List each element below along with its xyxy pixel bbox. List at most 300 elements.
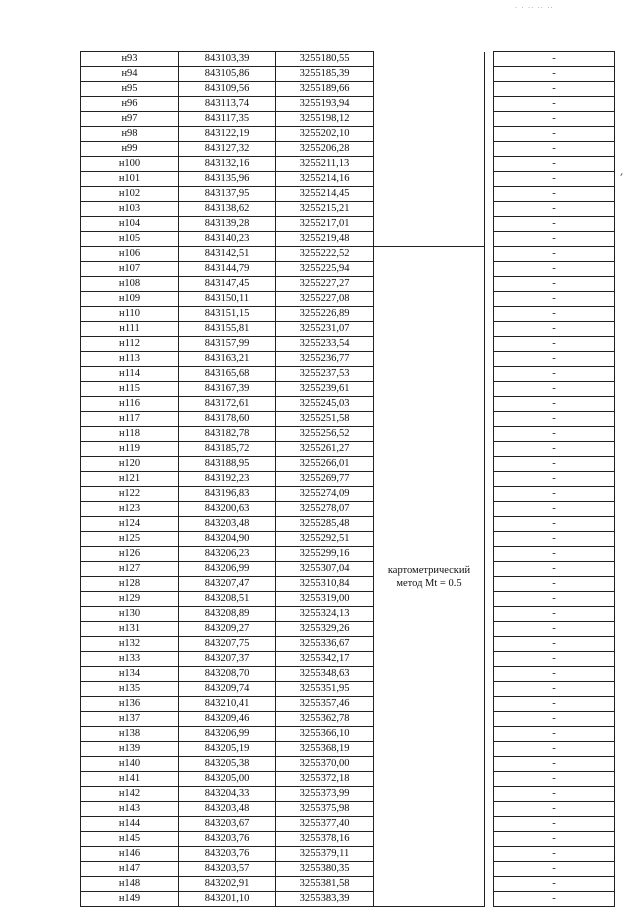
point-cell: н148 bbox=[81, 877, 179, 892]
table-row bbox=[81, 652, 615, 667]
point-cell: н97 bbox=[81, 112, 179, 127]
x-coordinate-cell: 843127,32 bbox=[179, 142, 276, 157]
spacer-cell bbox=[485, 892, 494, 907]
point-cell: н103 bbox=[81, 202, 179, 217]
spacer-cell bbox=[485, 247, 494, 262]
y-coordinate-cell: 3255269,77 bbox=[276, 472, 374, 487]
table-row bbox=[81, 847, 615, 862]
spacer-cell bbox=[485, 292, 494, 307]
y-coordinate-cell: 3255370,00 bbox=[276, 757, 374, 772]
spacer-cell bbox=[485, 637, 494, 652]
point-cell: н111 bbox=[81, 322, 179, 337]
y-coordinate-cell: 3255214,16 bbox=[276, 172, 374, 187]
spacer-cell bbox=[485, 97, 494, 112]
x-coordinate-cell: 843165,68 bbox=[179, 367, 276, 382]
y-coordinate-cell: 3255266,01 bbox=[276, 457, 374, 472]
y-coordinate-cell: 3255189,66 bbox=[276, 82, 374, 97]
table-row bbox=[81, 637, 615, 652]
method-cell-upper bbox=[374, 142, 485, 157]
accuracy-cell: - bbox=[494, 457, 615, 472]
y-coordinate-cell: 3255236,77 bbox=[276, 352, 374, 367]
point-cell: н126 bbox=[81, 547, 179, 562]
point-cell: н118 bbox=[81, 427, 179, 442]
method-cell-upper bbox=[374, 97, 485, 112]
x-coordinate-cell: 843203,57 bbox=[179, 862, 276, 877]
spacer-cell bbox=[485, 187, 494, 202]
accuracy-cell: - bbox=[494, 97, 615, 112]
spacer-cell bbox=[485, 877, 494, 892]
accuracy-cell: - bbox=[494, 307, 615, 322]
point-cell: н129 bbox=[81, 592, 179, 607]
table-row bbox=[81, 772, 615, 787]
x-coordinate-cell: 843163,21 bbox=[179, 352, 276, 367]
point-cell: н133 bbox=[81, 652, 179, 667]
table-row bbox=[81, 517, 615, 532]
table-row bbox=[81, 217, 615, 232]
y-coordinate-cell: 3255324,13 bbox=[276, 607, 374, 622]
y-coordinate-cell: 3255310,84 bbox=[276, 577, 374, 592]
spacer-cell bbox=[485, 862, 494, 877]
accuracy-cell: - bbox=[494, 367, 615, 382]
y-coordinate-cell: 3255198,12 bbox=[276, 112, 374, 127]
table-row bbox=[81, 127, 615, 142]
x-coordinate-cell: 843122,19 bbox=[179, 127, 276, 142]
table-row bbox=[81, 412, 615, 427]
x-coordinate-cell: 843200,63 bbox=[179, 502, 276, 517]
method-label: картометрический метод Mt = 0.5 bbox=[387, 564, 471, 589]
accuracy-cell: - bbox=[494, 787, 615, 802]
table-row bbox=[81, 727, 615, 742]
method-cell-upper bbox=[374, 82, 485, 97]
y-coordinate-cell: 3255227,27 bbox=[276, 277, 374, 292]
point-cell: н109 bbox=[81, 292, 179, 307]
spacer-cell bbox=[485, 622, 494, 637]
x-coordinate-cell: 843137,95 bbox=[179, 187, 276, 202]
y-coordinate-cell: 3255226,89 bbox=[276, 307, 374, 322]
spacer-cell bbox=[485, 82, 494, 97]
x-coordinate-cell: 843182,78 bbox=[179, 427, 276, 442]
y-coordinate-cell: 3255219,48 bbox=[276, 232, 374, 247]
y-coordinate-cell: 3255368,19 bbox=[276, 742, 374, 757]
y-coordinate-cell: 3255375,98 bbox=[276, 802, 374, 817]
table-row bbox=[81, 682, 615, 697]
y-coordinate-cell: 3255231,07 bbox=[276, 322, 374, 337]
point-cell: н121 bbox=[81, 472, 179, 487]
x-coordinate-cell: 843109,56 bbox=[179, 82, 276, 97]
accuracy-cell: - bbox=[494, 622, 615, 637]
table-row bbox=[81, 862, 615, 877]
spacer-cell bbox=[485, 832, 494, 847]
point-cell: н145 bbox=[81, 832, 179, 847]
spacer-cell bbox=[485, 517, 494, 532]
table-row bbox=[81, 292, 615, 307]
spacer-cell bbox=[485, 232, 494, 247]
table-row bbox=[81, 277, 615, 292]
y-coordinate-cell: 3255319,00 bbox=[276, 592, 374, 607]
accuracy-cell: - bbox=[494, 172, 615, 187]
spacer-cell bbox=[485, 652, 494, 667]
table-row bbox=[81, 142, 615, 157]
scan-header-mark: · · ·· ·· ·· bbox=[515, 4, 554, 12]
table-row bbox=[81, 757, 615, 772]
spacer-cell bbox=[485, 712, 494, 727]
accuracy-cell: - bbox=[494, 502, 615, 517]
spacer-cell bbox=[485, 727, 494, 742]
point-cell: н142 bbox=[81, 787, 179, 802]
accuracy-cell: - bbox=[494, 757, 615, 772]
spacer-cell bbox=[485, 457, 494, 472]
point-cell: н108 bbox=[81, 277, 179, 292]
y-coordinate-cell: 3255233,54 bbox=[276, 337, 374, 352]
accuracy-cell: - bbox=[494, 82, 615, 97]
point-cell: н106 bbox=[81, 247, 179, 262]
table-row bbox=[81, 232, 615, 247]
accuracy-cell: - bbox=[494, 667, 615, 682]
accuracy-cell: - bbox=[494, 202, 615, 217]
y-coordinate-cell: 3255381,58 bbox=[276, 877, 374, 892]
accuracy-cell: - bbox=[494, 742, 615, 757]
table-row bbox=[81, 457, 615, 472]
y-coordinate-cell: 3255299,16 bbox=[276, 547, 374, 562]
point-cell: н141 bbox=[81, 772, 179, 787]
accuracy-cell: - bbox=[494, 637, 615, 652]
point-cell: н100 bbox=[81, 157, 179, 172]
point-cell: н114 bbox=[81, 367, 179, 382]
accuracy-cell: - bbox=[494, 217, 615, 232]
table-row bbox=[81, 202, 615, 217]
table-row bbox=[81, 667, 615, 682]
table-row bbox=[81, 877, 615, 892]
y-coordinate-cell: 3255348,63 bbox=[276, 667, 374, 682]
y-coordinate-cell: 3255225,94 bbox=[276, 262, 374, 277]
spacer-cell bbox=[485, 127, 494, 142]
accuracy-cell: - bbox=[494, 352, 615, 367]
accuracy-cell: - bbox=[494, 547, 615, 562]
spacer-cell bbox=[485, 367, 494, 382]
accuracy-cell: - bbox=[494, 247, 615, 262]
table-row bbox=[81, 787, 615, 802]
accuracy-cell: - bbox=[494, 322, 615, 337]
accuracy-cell: - bbox=[494, 157, 615, 172]
point-cell: н119 bbox=[81, 442, 179, 457]
spacer-cell bbox=[485, 847, 494, 862]
accuracy-cell: - bbox=[494, 427, 615, 442]
y-coordinate-cell: 3255214,45 bbox=[276, 187, 374, 202]
point-cell: н136 bbox=[81, 697, 179, 712]
spacer-cell bbox=[485, 472, 494, 487]
x-coordinate-cell: 843207,37 bbox=[179, 652, 276, 667]
spacer-cell bbox=[485, 442, 494, 457]
y-coordinate-cell: 3255380,35 bbox=[276, 862, 374, 877]
spacer-cell bbox=[485, 802, 494, 817]
x-coordinate-cell: 843208,70 bbox=[179, 667, 276, 682]
y-coordinate-cell: 3255185,39 bbox=[276, 67, 374, 82]
x-coordinate-cell: 843205,00 bbox=[179, 772, 276, 787]
point-cell: н125 bbox=[81, 532, 179, 547]
x-coordinate-cell: 843204,90 bbox=[179, 532, 276, 547]
y-coordinate-cell: 3255206,28 bbox=[276, 142, 374, 157]
accuracy-cell: - bbox=[494, 652, 615, 667]
table-row bbox=[81, 622, 615, 637]
point-cell: н147 bbox=[81, 862, 179, 877]
x-coordinate-cell: 843155,81 bbox=[179, 322, 276, 337]
x-coordinate-cell: 843188,95 bbox=[179, 457, 276, 472]
table-row bbox=[81, 502, 615, 517]
x-coordinate-cell: 843206,99 bbox=[179, 727, 276, 742]
y-coordinate-cell: 3255215,21 bbox=[276, 202, 374, 217]
table-row bbox=[81, 547, 615, 562]
point-cell: н96 bbox=[81, 97, 179, 112]
spacer-cell bbox=[485, 697, 494, 712]
spacer-cell bbox=[485, 787, 494, 802]
table-row bbox=[81, 607, 615, 622]
accuracy-cell: - bbox=[494, 277, 615, 292]
accuracy-cell: - bbox=[494, 862, 615, 877]
coordinates-table-body bbox=[81, 52, 615, 907]
y-coordinate-cell: 3255379,11 bbox=[276, 847, 374, 862]
spacer-cell bbox=[485, 682, 494, 697]
x-coordinate-cell: 843205,19 bbox=[179, 742, 276, 757]
spacer-cell bbox=[485, 277, 494, 292]
accuracy-cell: - bbox=[494, 412, 615, 427]
point-cell: н110 bbox=[81, 307, 179, 322]
accuracy-cell: - bbox=[494, 727, 615, 742]
accuracy-cell: - bbox=[494, 682, 615, 697]
accuracy-cell: - bbox=[494, 577, 615, 592]
spacer-cell bbox=[485, 157, 494, 172]
spacer-cell bbox=[485, 607, 494, 622]
spacer-cell bbox=[485, 337, 494, 352]
accuracy-cell: - bbox=[494, 592, 615, 607]
table-row bbox=[81, 742, 615, 757]
table-row bbox=[81, 382, 615, 397]
y-coordinate-cell: 3255307,04 bbox=[276, 562, 374, 577]
y-coordinate-cell: 3255227,08 bbox=[276, 292, 374, 307]
x-coordinate-cell: 843202,91 bbox=[179, 877, 276, 892]
x-coordinate-cell: 843185,72 bbox=[179, 442, 276, 457]
point-cell: н120 bbox=[81, 457, 179, 472]
table-row bbox=[81, 802, 615, 817]
x-coordinate-cell: 843192,23 bbox=[179, 472, 276, 487]
accuracy-cell: - bbox=[494, 112, 615, 127]
spacer-cell bbox=[485, 202, 494, 217]
table-row bbox=[81, 712, 615, 727]
point-cell: н135 bbox=[81, 682, 179, 697]
spacer-cell bbox=[485, 592, 494, 607]
x-coordinate-cell: 843210,41 bbox=[179, 697, 276, 712]
method-cell bbox=[374, 247, 485, 907]
point-cell: н98 bbox=[81, 127, 179, 142]
point-cell: н107 bbox=[81, 262, 179, 277]
x-coordinate-cell: 843209,74 bbox=[179, 682, 276, 697]
accuracy-cell: - bbox=[494, 52, 615, 67]
spacer-cell bbox=[485, 502, 494, 517]
point-cell: н94 bbox=[81, 67, 179, 82]
x-coordinate-cell: 843135,96 bbox=[179, 172, 276, 187]
accuracy-cell: - bbox=[494, 877, 615, 892]
method-cell-upper bbox=[374, 157, 485, 172]
table-row bbox=[81, 262, 615, 277]
accuracy-cell: - bbox=[494, 127, 615, 142]
point-cell: н93 bbox=[81, 52, 179, 67]
spacer-cell bbox=[485, 427, 494, 442]
spacer-cell bbox=[485, 112, 494, 127]
point-cell: н101 bbox=[81, 172, 179, 187]
x-coordinate-cell: 843203,48 bbox=[179, 802, 276, 817]
point-cell: н128 bbox=[81, 577, 179, 592]
y-coordinate-cell: 3255366,10 bbox=[276, 727, 374, 742]
y-coordinate-cell: 3255217,01 bbox=[276, 217, 374, 232]
spacer-cell bbox=[485, 67, 494, 82]
accuracy-cell: - bbox=[494, 697, 615, 712]
point-cell: н140 bbox=[81, 757, 179, 772]
y-coordinate-cell: 3255256,52 bbox=[276, 427, 374, 442]
table-row bbox=[81, 442, 615, 457]
x-coordinate-cell: 843206,99 bbox=[179, 562, 276, 577]
point-cell: н137 bbox=[81, 712, 179, 727]
margin-tick bbox=[620, 173, 622, 176]
method-cell-upper bbox=[374, 112, 485, 127]
y-coordinate-cell: 3255336,67 bbox=[276, 637, 374, 652]
x-coordinate-cell: 843204,33 bbox=[179, 787, 276, 802]
method-cell-upper bbox=[374, 67, 485, 82]
accuracy-cell: - bbox=[494, 337, 615, 352]
x-coordinate-cell: 843207,75 bbox=[179, 637, 276, 652]
table-row bbox=[81, 97, 615, 112]
spacer-cell bbox=[485, 217, 494, 232]
accuracy-cell: - bbox=[494, 892, 615, 907]
accuracy-cell: - bbox=[494, 487, 615, 502]
table-row bbox=[81, 52, 615, 67]
table-row bbox=[81, 817, 615, 832]
x-coordinate-cell: 843157,99 bbox=[179, 337, 276, 352]
table-row bbox=[81, 367, 615, 382]
x-coordinate-cell: 843138,62 bbox=[179, 202, 276, 217]
table-row bbox=[81, 112, 615, 127]
point-cell: н113 bbox=[81, 352, 179, 367]
table-row bbox=[81, 172, 615, 187]
accuracy-cell: - bbox=[494, 832, 615, 847]
x-coordinate-cell: 843208,89 bbox=[179, 607, 276, 622]
method-cell-upper bbox=[374, 172, 485, 187]
accuracy-cell: - bbox=[494, 772, 615, 787]
x-coordinate-cell: 843147,45 bbox=[179, 277, 276, 292]
table-row bbox=[81, 322, 615, 337]
x-coordinate-cell: 843196,83 bbox=[179, 487, 276, 502]
spacer-cell bbox=[485, 307, 494, 322]
point-cell: н132 bbox=[81, 637, 179, 652]
table-row bbox=[81, 832, 615, 847]
accuracy-cell: - bbox=[494, 517, 615, 532]
y-coordinate-cell: 3255245,03 bbox=[276, 397, 374, 412]
method-cell-upper bbox=[374, 127, 485, 142]
y-coordinate-cell: 3255373,99 bbox=[276, 787, 374, 802]
x-coordinate-cell: 843113,74 bbox=[179, 97, 276, 112]
x-coordinate-cell: 843151,15 bbox=[179, 307, 276, 322]
point-cell: н124 bbox=[81, 517, 179, 532]
accuracy-cell: - bbox=[494, 142, 615, 157]
point-cell: н104 bbox=[81, 217, 179, 232]
spacer-cell bbox=[485, 322, 494, 337]
spacer-cell bbox=[485, 142, 494, 157]
y-coordinate-cell: 3255222,52 bbox=[276, 247, 374, 262]
table-row bbox=[81, 247, 615, 262]
accuracy-cell: - bbox=[494, 802, 615, 817]
accuracy-cell: - bbox=[494, 472, 615, 487]
table-row bbox=[81, 307, 615, 322]
point-cell: н105 bbox=[81, 232, 179, 247]
spacer-cell bbox=[485, 382, 494, 397]
method-cell-upper bbox=[374, 232, 485, 247]
accuracy-cell: - bbox=[494, 532, 615, 547]
y-coordinate-cell: 3255239,61 bbox=[276, 382, 374, 397]
method-cell-upper bbox=[374, 202, 485, 217]
spacer-cell bbox=[485, 412, 494, 427]
x-coordinate-cell: 843203,76 bbox=[179, 832, 276, 847]
y-coordinate-cell: 3255292,51 bbox=[276, 532, 374, 547]
spacer-cell bbox=[485, 172, 494, 187]
accuracy-cell: - bbox=[494, 187, 615, 202]
accuracy-cell: - bbox=[494, 292, 615, 307]
accuracy-cell: - bbox=[494, 382, 615, 397]
y-coordinate-cell: 3255329,26 bbox=[276, 622, 374, 637]
point-cell: н144 bbox=[81, 817, 179, 832]
spacer-cell bbox=[485, 352, 494, 367]
spacer-cell bbox=[485, 262, 494, 277]
accuracy-cell: - bbox=[494, 442, 615, 457]
x-coordinate-cell: 843172,61 bbox=[179, 397, 276, 412]
x-coordinate-cell: 843209,46 bbox=[179, 712, 276, 727]
point-cell: н99 bbox=[81, 142, 179, 157]
accuracy-cell: - bbox=[494, 262, 615, 277]
point-cell: н143 bbox=[81, 802, 179, 817]
y-coordinate-cell: 3255278,07 bbox=[276, 502, 374, 517]
point-cell: н127 bbox=[81, 562, 179, 577]
point-cell: н149 bbox=[81, 892, 179, 907]
point-cell: н130 bbox=[81, 607, 179, 622]
table-row bbox=[81, 352, 615, 367]
point-cell: н134 bbox=[81, 667, 179, 682]
spacer-cell bbox=[485, 397, 494, 412]
point-cell: н139 bbox=[81, 742, 179, 757]
y-coordinate-cell: 3255261,27 bbox=[276, 442, 374, 457]
table-row bbox=[81, 892, 615, 907]
x-coordinate-cell: 843144,79 bbox=[179, 262, 276, 277]
y-coordinate-cell: 3255274,09 bbox=[276, 487, 374, 502]
point-cell: н115 bbox=[81, 382, 179, 397]
point-cell: н112 bbox=[81, 337, 179, 352]
table-row bbox=[81, 592, 615, 607]
x-coordinate-cell: 843208,51 bbox=[179, 592, 276, 607]
spacer-cell bbox=[485, 667, 494, 682]
y-coordinate-cell: 3255237,53 bbox=[276, 367, 374, 382]
y-coordinate-cell: 3255362,78 bbox=[276, 712, 374, 727]
x-coordinate-cell: 843132,16 bbox=[179, 157, 276, 172]
point-cell: н95 bbox=[81, 82, 179, 97]
y-coordinate-cell: 3255377,40 bbox=[276, 817, 374, 832]
x-coordinate-cell: 843139,28 bbox=[179, 217, 276, 232]
table-row bbox=[81, 697, 615, 712]
table-row bbox=[81, 337, 615, 352]
y-coordinate-cell: 3255285,48 bbox=[276, 517, 374, 532]
spacer-cell bbox=[485, 817, 494, 832]
x-coordinate-cell: 843140,23 bbox=[179, 232, 276, 247]
spacer-cell bbox=[485, 577, 494, 592]
point-cell: н117 bbox=[81, 412, 179, 427]
coordinates-table bbox=[80, 51, 615, 907]
y-coordinate-cell: 3255202,10 bbox=[276, 127, 374, 142]
x-coordinate-cell: 843209,27 bbox=[179, 622, 276, 637]
